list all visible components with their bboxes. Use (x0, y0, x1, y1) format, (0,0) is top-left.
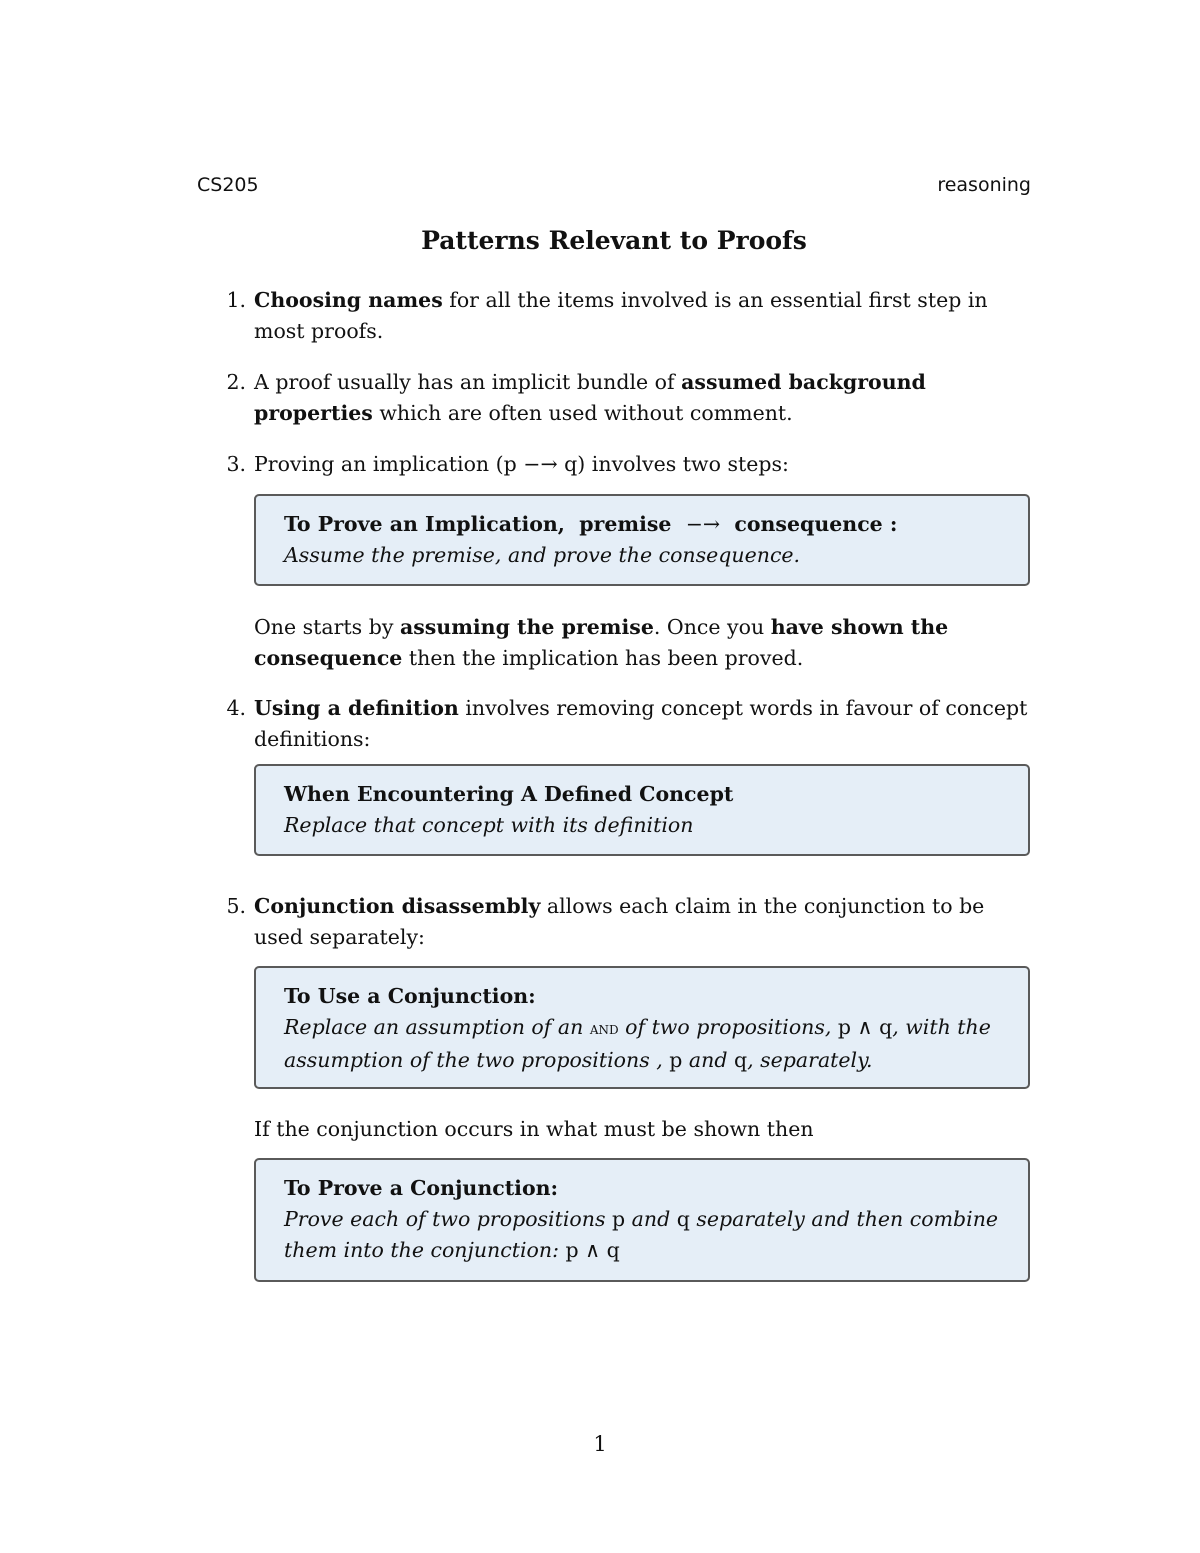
list-item-4 (226, 693, 1030, 755)
conjunction-formula: p ∧ q (837, 1015, 893, 1039)
page-number: 1 (593, 1432, 607, 1456)
implication-box (254, 494, 1030, 586)
prove-conjunction-intro: If the conjunction occurs in what must be shown then (254, 1117, 814, 1141)
proposition-q: q (734, 1048, 748, 1072)
implication-explanation: One starts by assuming the premise. Once you have shown the consequence then the implication has been proved. (254, 615, 949, 670)
box-heading: When Encountering A Defined Concept (284, 782, 734, 806)
item-number: 1. (226, 288, 246, 312)
box-body: Replace that concept with its definition (284, 813, 694, 837)
course-code: CS205 (197, 174, 259, 196)
definition-box (254, 764, 1030, 856)
topic-label: reasoning (937, 174, 1031, 196)
page-title: Patterns Relevant to Proofs (421, 226, 807, 255)
prove-conjunction-box (254, 1158, 1030, 1282)
list-item-2 (226, 367, 1030, 429)
box-body: Replace an assumption of an and of two propositions, p ∧ q, with the assumption of the two propositions , p and q, separately. (284, 1015, 991, 1072)
list-item-5 (226, 891, 1030, 953)
and-keyword: and (589, 1019, 619, 1039)
item-bold-term: Conjunction disassembly (254, 894, 541, 918)
item-bold-term: Using a definition (254, 696, 459, 720)
proposition-p: p (669, 1048, 683, 1072)
item-text: for all the items involved is an essential first step in most proofs. (254, 288, 988, 343)
item-number: 5. (226, 894, 246, 918)
list-item-1 (226, 285, 1030, 347)
item-bold-term: Choosing names (254, 288, 443, 312)
proposition-q: q (676, 1207, 690, 1231)
conjunction-formula: p ∧ q (565, 1238, 620, 1262)
page-header (197, 174, 1031, 202)
item-number: 3. (226, 452, 246, 476)
box-heading: To Use a Conjunction: (284, 984, 536, 1008)
box-body: Prove each of two propositions p and q separately and then combine them into the conjunction: p ∧ q (284, 1207, 999, 1262)
proposition-p: p (612, 1207, 626, 1231)
item-text-pre: Proving an implication ( (254, 452, 504, 476)
box-heading: To Prove an Implication, premise −→ consequence : (284, 512, 898, 536)
list-item-3 (226, 449, 1030, 480)
item-number: 2. (226, 370, 246, 394)
item-text: involves removing concept words in favour of concept definitions: (254, 696, 1028, 751)
box-body: Assume the premise, and prove the consequence. (284, 543, 801, 567)
bold-phrase: assuming the premise (399, 615, 654, 639)
implication-formula: p −→ q (503, 452, 578, 476)
bold-phrase: have shown the consequence (254, 615, 949, 670)
item-text-pre: A proof usually has an implicit bundle of (254, 370, 682, 394)
use-conjunction-box (254, 966, 1030, 1089)
item-text: allows each claim in the conjunction to be used separately: (254, 894, 985, 949)
item-bold-term: assumed background properties (254, 370, 926, 425)
item-number: 4. (226, 696, 246, 720)
item-text: which are often used without comment. (372, 401, 793, 425)
arrow-icon: −→ (685, 512, 721, 536)
box-heading: To Prove a Conjunction: (284, 1176, 559, 1200)
item-text: ) involves two steps: (577, 452, 789, 476)
